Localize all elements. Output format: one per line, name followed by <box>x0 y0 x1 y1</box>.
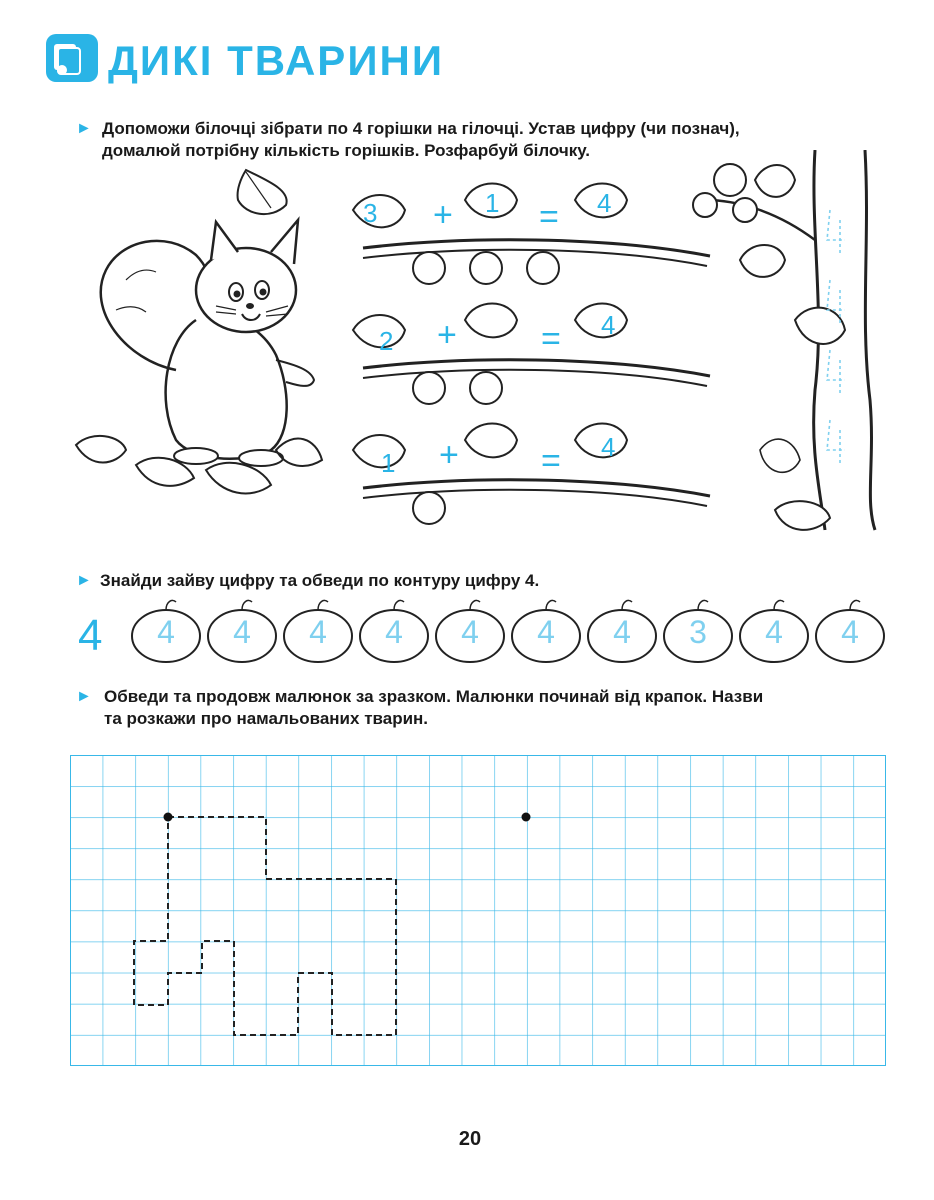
task1-line2: домалюй потрібну кількість горішків. Розфарбуй білочку. <box>102 141 590 160</box>
apple-10[interactable] <box>814 596 886 671</box>
row1-equals-sign: = <box>539 198 559 236</box>
apple-2[interactable] <box>206 596 278 671</box>
sample-digit: 4 <box>78 611 103 660</box>
apple-10-digit: 4 <box>841 614 859 650</box>
row2-plus-sign: + <box>437 316 457 354</box>
row3-sum: 4 <box>601 432 616 462</box>
apple-2-digit: 4 <box>233 614 251 650</box>
squirrel-illustration <box>66 160 336 510</box>
apple-1-digit: 4 <box>157 614 175 650</box>
task3-line1: Обведи та продовж малюнок за зразком. Малюнки починай від крапок. Назви <box>104 687 764 706</box>
task3-line2: та розкажи про намальованих тварин. <box>104 709 429 728</box>
apples-row <box>130 596 890 666</box>
row1-addend-a: 3 <box>363 198 378 228</box>
task2-instruction: Знайди зайву цифру та обведи по контуру цифру 4. <box>100 571 540 590</box>
book-icon <box>46 34 98 82</box>
bullet-icon: ► <box>76 572 92 589</box>
task3-instruction <box>104 686 904 730</box>
row2-sum: 4 <box>601 310 616 340</box>
row1-plus-sign: + <box>433 196 453 234</box>
apple-1[interactable] <box>130 596 202 671</box>
task1-line1: Допоможи білочці зібрати по 4 горішки на гілочці. Устав цифру (чи познач), <box>102 119 740 138</box>
row3-addend-b-blank[interactable] <box>485 428 513 456</box>
apple-7[interactable] <box>586 596 658 671</box>
apple-8-digit: 3 <box>689 614 707 650</box>
page-number: 20 <box>458 1128 482 1150</box>
row3-plus-sign: + <box>439 436 459 474</box>
row2-addend-a: 2 <box>379 326 394 356</box>
tree-illustration <box>665 150 890 550</box>
apple-7-digit: 4 <box>613 614 631 650</box>
row2-equals-sign: = <box>541 320 561 358</box>
apple-5[interactable] <box>434 596 506 671</box>
apple-8[interactable] <box>662 596 734 671</box>
apple-6-digit: 4 <box>537 614 555 650</box>
row3-equals-sign: = <box>541 442 561 480</box>
row3-addend-a: 1 <box>381 448 396 478</box>
apple-5-digit: 4 <box>461 614 479 650</box>
apple-9-digit: 4 <box>765 614 783 650</box>
apple-4[interactable] <box>358 596 430 671</box>
row1-addend-b: 1 <box>485 188 500 218</box>
row2-addend-b-blank[interactable] <box>485 308 513 336</box>
apple-4-digit: 4 <box>385 614 403 650</box>
drawing-grid[interactable] <box>70 755 886 1066</box>
apple-3[interactable] <box>282 596 354 671</box>
apple-3-digit: 4 <box>309 614 327 650</box>
apple-6[interactable] <box>510 596 582 671</box>
bullet-icon: ► <box>76 120 92 137</box>
row1-sum: 4 <box>597 188 612 218</box>
page-title: ДИКІ ТВАРИНИ <box>108 37 445 84</box>
bullet-icon: ► <box>76 688 92 705</box>
apple-9[interactable] <box>738 596 810 671</box>
